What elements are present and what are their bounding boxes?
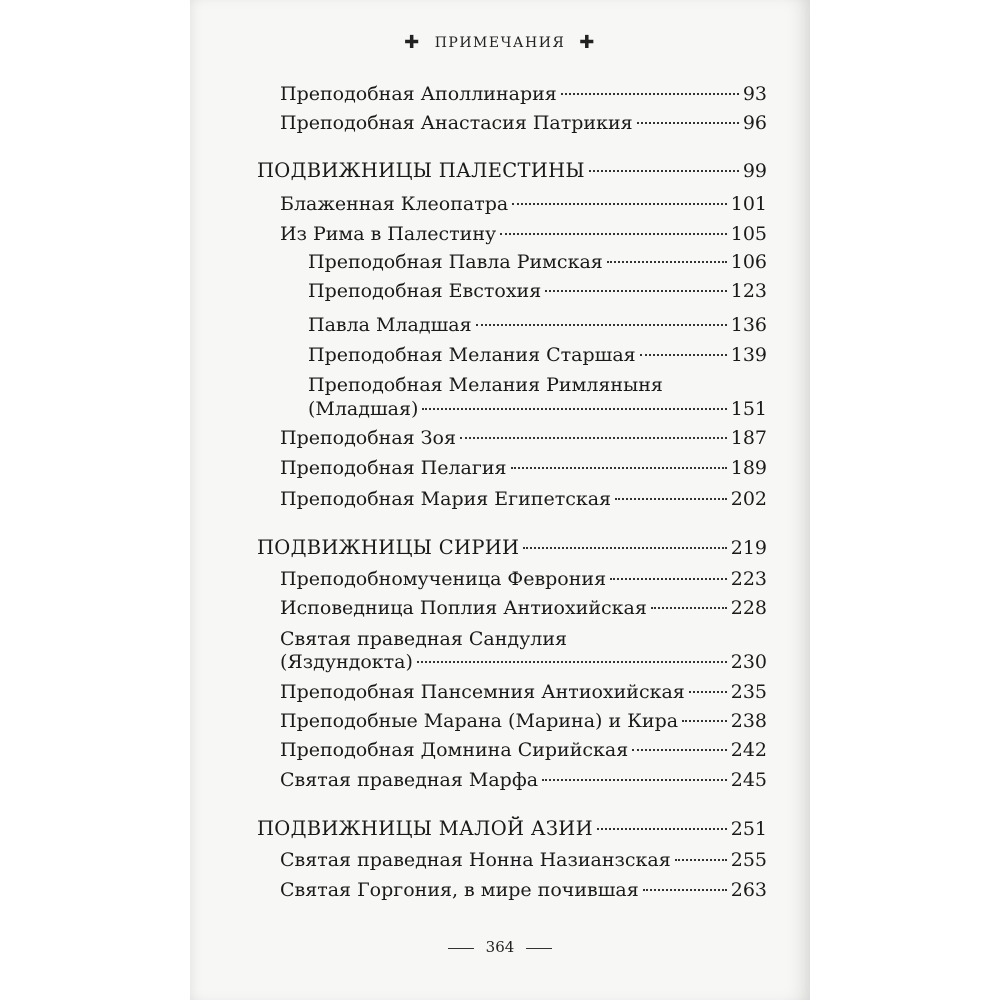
toc-entry-page: 255 (730, 849, 767, 871)
dot-leader (632, 749, 727, 751)
dot-leader (607, 261, 727, 263)
toc-entry (280, 738, 767, 762)
toc-entry (280, 222, 767, 246)
dot-leader (589, 170, 739, 172)
toc-entry-title: Преподобномученица Феврония (280, 568, 607, 590)
toc-entry (280, 567, 767, 591)
dot-leader (476, 324, 727, 326)
toc-entry-title: (Младшая) (308, 398, 419, 420)
toc-entry-page: 101 (730, 193, 767, 215)
toc-entry (280, 680, 767, 704)
toc-entry-title: Из Рима в Палестину (280, 223, 497, 245)
toc-entry-page: 106 (730, 251, 767, 273)
toc-entry (280, 111, 767, 135)
toc-entry-page: 136 (730, 314, 767, 336)
toc-section (257, 817, 767, 841)
toc-section-title: ПОДВИЖНИЦЫ ПАЛЕСТИНЫ (257, 159, 585, 182)
toc-entry-page: 189 (730, 457, 767, 479)
toc-entry-title: Преподобная Мелания Старшая (308, 344, 636, 366)
toc-entry (280, 650, 767, 674)
toc-entry-page: 235 (730, 681, 767, 703)
dot-leader (689, 691, 727, 693)
dot-leader (523, 547, 726, 549)
dot-leader (417, 661, 727, 663)
toc-entry-page: 223 (730, 568, 767, 590)
toc-section-page: 219 (730, 537, 767, 559)
toc-entry (308, 397, 767, 421)
toc-entry-page: 139 (730, 344, 767, 366)
toc-entry (308, 279, 767, 303)
toc-entry-title: Святая Горгония, в мире почившая (280, 879, 639, 901)
toc-entry (280, 709, 767, 733)
toc-entry-page: 202 (730, 488, 767, 510)
toc-entry (308, 313, 767, 337)
toc-entry (280, 768, 767, 792)
toc-entry (308, 343, 767, 367)
dot-leader (460, 437, 727, 439)
toc-entry-page: 245 (730, 769, 767, 791)
dot-leader (542, 779, 727, 781)
toc-entry-first-line: Преподобная Мелания Римляныня (308, 374, 663, 396)
toc-entry-title: Преподобные Марана (Марина) и Кира (280, 710, 679, 732)
cross-ornament-icon: ✚ (404, 32, 421, 53)
toc-entry-title: (Яздундокта) (280, 651, 413, 673)
dot-leader (511, 467, 727, 469)
toc-entry (280, 596, 767, 620)
toc-entry-page: 151 (730, 398, 767, 420)
toc-entry-title: Преподобная Анастасия Патрикия (280, 112, 633, 134)
toc-entry-title: Святая праведная Марфа (280, 769, 539, 791)
toc-entry-page: 123 (730, 280, 767, 302)
toc-section-title: ПОДВИЖНИЦЫ МАЛОЙ АЗИИ (257, 817, 593, 840)
toc-section-page: 99 (742, 160, 767, 182)
toc-entry (280, 487, 767, 511)
toc-entry-title: Преподобная Мария Египетская (280, 488, 612, 510)
book-page (190, 0, 810, 1000)
toc-section (257, 159, 767, 183)
dot-leader (561, 93, 739, 95)
dot-leader (615, 498, 727, 500)
toc-entry-title: Святая праведная Нонна Назианзская (280, 849, 671, 871)
toc-entry (280, 192, 767, 216)
toc-entry-page: 187 (730, 427, 767, 449)
dot-leader (675, 859, 727, 861)
footer-rule (448, 948, 474, 949)
cross-ornament-icon: ✚ (579, 32, 596, 53)
toc-entry (280, 848, 767, 872)
dot-leader (500, 233, 727, 235)
dot-leader (640, 354, 727, 356)
toc-entry-title: Преподобная Пансемния Антиохийская (280, 681, 685, 703)
dot-leader (422, 408, 726, 410)
page-number: 364 (485, 938, 515, 956)
dot-leader (651, 607, 727, 609)
dot-leader (610, 578, 727, 580)
toc-entry-title: Преподобная Зоя (280, 427, 456, 449)
toc-entry-title: Преподобная Домнина Сирийская (280, 739, 629, 761)
toc-entry-title: Блаженная Клеопатра (280, 193, 509, 215)
dot-leader (512, 203, 727, 205)
toc-entry (308, 250, 767, 274)
toc-section (257, 536, 767, 560)
toc-entry-page: 230 (730, 651, 767, 673)
toc-entry-page: 242 (730, 739, 767, 761)
toc-section-title: ПОДВИЖНИЦЫ СИРИИ (257, 536, 520, 559)
page-footer (190, 938, 810, 956)
toc-entry-first-line: Святая праведная Сандулия (280, 628, 568, 650)
toc-entry-page: 96 (742, 112, 767, 134)
toc-entry-page: 263 (730, 879, 767, 901)
toc-entry-page: 238 (730, 710, 767, 732)
toc-entry-page: 228 (730, 597, 767, 619)
toc-entry-title: Исповедница Поплия Антиохийская (280, 597, 647, 619)
toc-entry-page: 105 (730, 223, 767, 245)
toc-entry (280, 82, 767, 106)
header-title: ПРИМЕЧАНИЯ (434, 35, 566, 51)
dot-leader (597, 828, 727, 830)
toc-entry-page: 93 (742, 83, 767, 105)
toc-entry-title: Павла Младшая (308, 314, 472, 336)
footer-rule (526, 948, 552, 949)
toc-entry (280, 426, 767, 450)
toc-section-page: 251 (730, 818, 767, 840)
dot-leader (643, 889, 727, 891)
toc-entry (280, 878, 767, 902)
toc-entry-title: Преподобная Евстохия (308, 280, 542, 302)
table-of-contents (190, 0, 810, 1000)
toc-entry-title: Преподобная Павла Римская (308, 251, 603, 273)
dot-leader (637, 122, 739, 124)
dot-leader (682, 720, 727, 722)
dot-leader (545, 290, 727, 292)
toc-entry (280, 456, 767, 480)
toc-entry-title: Преподобная Пелагия (280, 457, 507, 479)
toc-entry-title: Преподобная Аполлинария (280, 83, 557, 105)
